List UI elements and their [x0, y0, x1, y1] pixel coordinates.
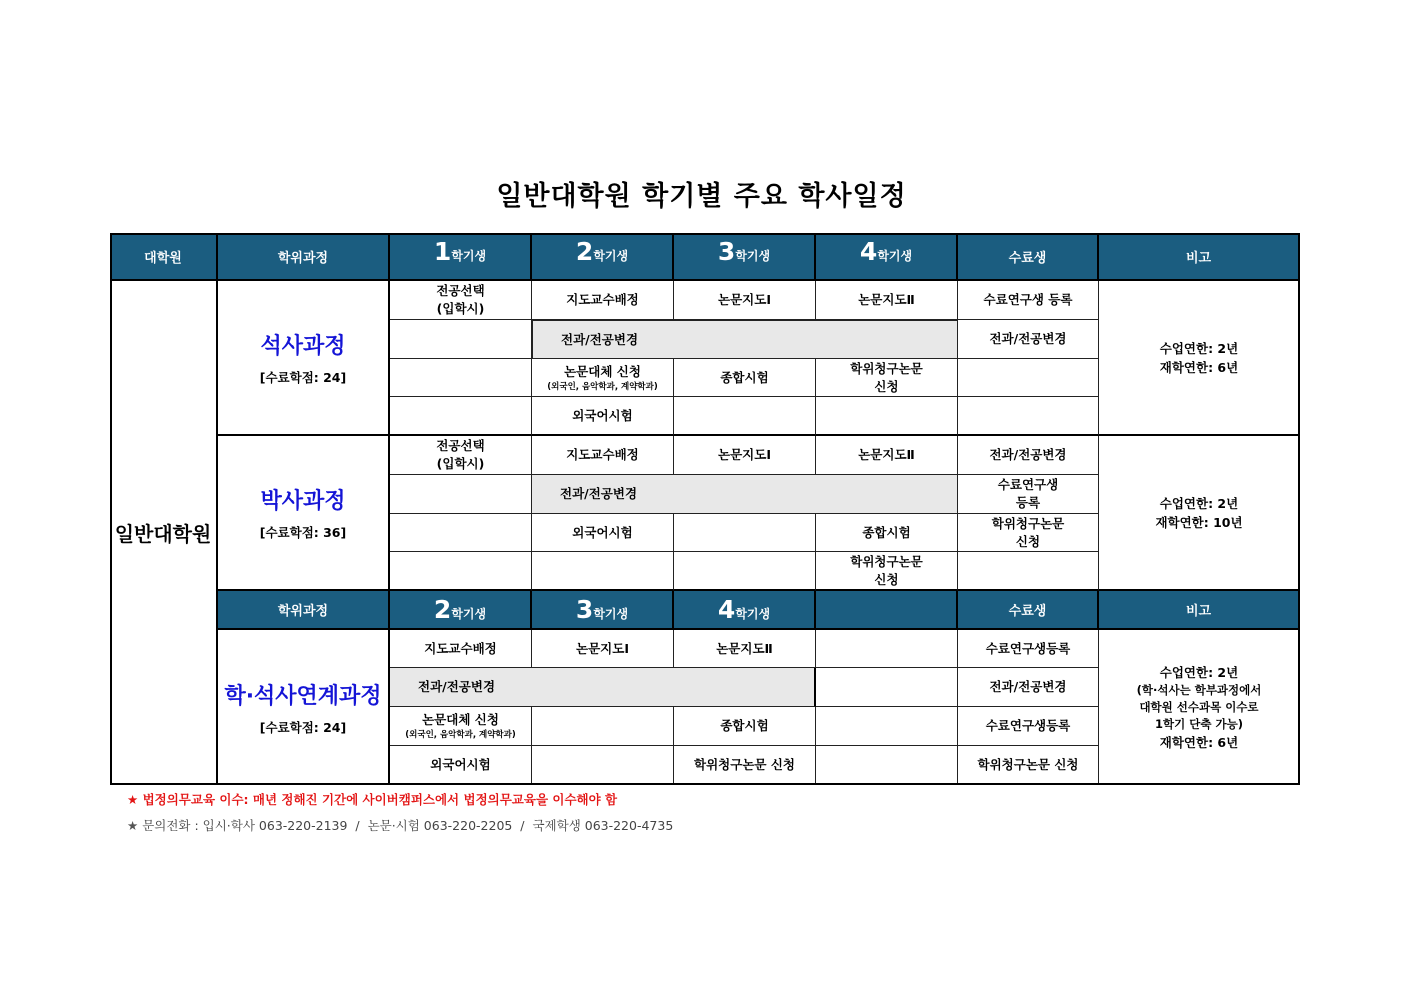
semester-number: 2	[575, 237, 594, 266]
linked-r2-empty	[816, 668, 958, 707]
semester-suffix: 학기생	[451, 249, 487, 263]
header2-semester-4	[674, 591, 816, 630]
masters-r3-done	[958, 359, 1099, 397]
program-credits: [수료학점: 36]	[259, 525, 347, 540]
cell-line: (입학시)	[436, 456, 485, 471]
doctoral-r1-s1	[390, 436, 532, 475]
header2-degree-program: 학위과정	[218, 591, 390, 630]
masters-r4-done	[958, 397, 1099, 436]
remark-line: 재학연한: 10년	[1155, 514, 1243, 530]
header2-remarks: 비고	[1099, 591, 1300, 630]
graduate-school-cell: 일반대학원	[110, 281, 218, 785]
star-icon: ★	[127, 792, 139, 807]
cell-line: 전공선택	[436, 283, 485, 298]
header-semester-4	[816, 233, 958, 281]
remark-line: 재학연한: 6년	[1159, 359, 1239, 375]
semester-number: 4	[859, 237, 878, 266]
header2-completed: 수료생	[958, 591, 1099, 630]
header-semester-2	[532, 233, 674, 281]
semester-number: 1	[433, 237, 452, 266]
doctoral-r4-s2	[532, 552, 674, 591]
linked-remarks	[1099, 630, 1300, 785]
remark-line: (학·석사는 학부과정에서	[1136, 682, 1262, 697]
cell-line: 수료연구생	[997, 477, 1059, 492]
remark-line: 재학연한: 6년	[1159, 734, 1239, 750]
masters-r1-s4: 논문지도Ⅱ	[816, 281, 958, 320]
masters-r2-done: 전과/전공변경	[958, 320, 1099, 359]
linked-r3-s4: 종합시험	[674, 707, 816, 746]
remark-line: 수업연한: 2년	[1159, 664, 1239, 680]
remark-line: 1학기 단축 가능)	[1155, 716, 1243, 731]
doctoral-r4-s3	[674, 552, 816, 591]
linked-r3-s2	[390, 707, 532, 746]
cell-subnote: (외국인, 음악학과, 계약학과)	[547, 381, 658, 392]
star-icon: ★	[127, 818, 139, 833]
linked-r3-s3	[532, 707, 674, 746]
linked-r4-s4: 학위청구논문 신청	[674, 746, 816, 785]
program-name: 석사과정	[260, 334, 346, 359]
semester-number: 4	[717, 595, 736, 624]
semester-suffix: 학기생	[735, 607, 771, 621]
doctoral-r1-s2: 지도교수배정	[532, 436, 674, 475]
semester-number: 3	[575, 595, 594, 624]
doctoral-r4-done	[958, 552, 1099, 591]
masters-remarks	[1099, 281, 1300, 436]
doctoral-program-cell	[218, 436, 390, 591]
cell-line: 학위청구논문	[991, 515, 1065, 531]
semester-number: 3	[717, 237, 736, 266]
masters-r1-done: 수료연구생 등록	[958, 281, 1099, 320]
semester-suffix: 학기생	[593, 249, 629, 263]
masters-r1-s2: 지도교수배정	[532, 281, 674, 320]
doctoral-r2-span: 전과/전공변경	[532, 475, 958, 514]
doctoral-r3-s3	[674, 514, 816, 552]
program-credits: [수료학점: 24]	[259, 719, 347, 735]
masters-r4-s3	[674, 397, 816, 436]
header-degree-program: 학위과정	[218, 233, 390, 281]
linked-r1-done: 수료연구생등록	[958, 630, 1099, 668]
doctoral-r4-s1	[390, 552, 532, 591]
semester-suffix: 학기생	[451, 607, 487, 621]
cell-line: 신청	[874, 571, 899, 587]
masters-r3-s4	[816, 359, 958, 397]
cell-line: (입학시)	[436, 301, 485, 316]
doctoral-r3-s4: 종합시험	[816, 514, 958, 552]
linked-r1-s3: 논문지도Ⅰ	[532, 630, 674, 668]
cell-line: 논문대체 신청	[422, 712, 499, 727]
notice-footnote	[127, 790, 617, 808]
masters-r3-s3: 종합시험	[674, 359, 816, 397]
cell-line: 등록	[1015, 495, 1041, 510]
cell-line: 논문대체 신청	[564, 363, 641, 379]
program-name: 박사과정	[260, 489, 346, 514]
linked-r4-empty	[816, 746, 958, 785]
masters-r1-s3: 논문지도Ⅰ	[674, 281, 816, 320]
semester-number: 2	[433, 595, 452, 624]
masters-r4-s4	[816, 397, 958, 436]
remark-line: 수업연한: 2년	[1159, 495, 1239, 511]
header2-semester-2	[390, 591, 532, 630]
header-semester-3	[674, 233, 816, 281]
linked-r2-done: 전과/전공변경	[958, 668, 1099, 707]
doctoral-r3-s1	[390, 514, 532, 552]
masters-r4-s1	[390, 397, 532, 436]
contact-text: 문의전화 : 입시·학사 063-220-2139 / 논문·시험 063-220-2205 / 국제학생 063-220-4735	[142, 818, 674, 833]
masters-r4-s2: 외국어시험	[532, 397, 674, 436]
cell-line: 신청	[874, 378, 899, 394]
doctoral-r3-s2: 외국어시험	[532, 514, 674, 552]
cell-line: 전공선택	[436, 438, 485, 453]
header-remarks: 비고	[1099, 233, 1300, 281]
linked-r4-done: 학위청구논문 신청	[958, 746, 1099, 785]
linked-program-cell	[218, 630, 390, 785]
masters-r2-s1	[390, 320, 532, 359]
linked-r2-span: 전과/전공변경	[390, 668, 816, 707]
masters-program-cell	[218, 281, 390, 436]
header-semester-1	[390, 233, 532, 281]
semester-suffix: 학기생	[877, 249, 913, 263]
linked-r1-empty	[816, 630, 958, 668]
header-graduate-school: 대학원	[110, 233, 218, 281]
linked-r1-s2: 지도교수배정	[390, 630, 532, 668]
notice-text: 법정의무교육 이수: 매년 정해진 기간에 사이버캠퍼스에서 법정의무교육을 이수해야 함	[142, 792, 618, 807]
doctoral-r4-s4	[816, 552, 958, 591]
header-completed: 수료생	[958, 233, 1099, 281]
masters-r1-s1	[390, 281, 532, 320]
remark-line: 대학원 선수과목 이수로	[1139, 699, 1259, 714]
doctoral-r3-done	[958, 514, 1099, 552]
cell-line: 신청	[1015, 533, 1041, 549]
program-name: 학·석사연계과정	[224, 683, 382, 709]
header2-semester-3	[532, 591, 674, 630]
doctoral-r2-s1	[390, 475, 532, 514]
doctoral-r1-done: 전과/전공변경	[958, 436, 1099, 475]
doctoral-r1-s4: 논문지도Ⅱ	[816, 436, 958, 475]
semester-suffix: 학기생	[593, 607, 629, 621]
masters-r3-s1	[390, 359, 532, 397]
doctoral-r2-done	[958, 475, 1099, 514]
cell-line: 학위청구논문	[850, 553, 923, 569]
linked-r3-empty	[816, 707, 958, 746]
remark-line: 수업연한: 2년	[1159, 340, 1239, 356]
linked-r4-s2: 외국어시험	[390, 746, 532, 785]
contact-footnote	[127, 816, 673, 834]
doctoral-remarks	[1099, 436, 1300, 591]
doctoral-r1-s3: 논문지도Ⅰ	[674, 436, 816, 475]
cell-subnote: (외국인, 음악학과, 계약학과)	[405, 730, 516, 740]
linked-r4-s3	[532, 746, 674, 785]
program-credits: [수료학점: 24]	[259, 370, 347, 385]
semester-suffix: 학기생	[735, 249, 771, 263]
masters-r2-span: 전과/전공변경	[532, 320, 958, 359]
cell-line: 학위청구논문	[850, 360, 923, 376]
header2-empty	[816, 591, 958, 630]
linked-r1-s4: 논문지도Ⅱ	[674, 630, 816, 668]
page-title: 일반대학원 학기별 주요 학사일정	[496, 181, 907, 212]
masters-r3-s2	[532, 359, 674, 397]
linked-r3-done: 수료연구생등록	[958, 707, 1099, 746]
